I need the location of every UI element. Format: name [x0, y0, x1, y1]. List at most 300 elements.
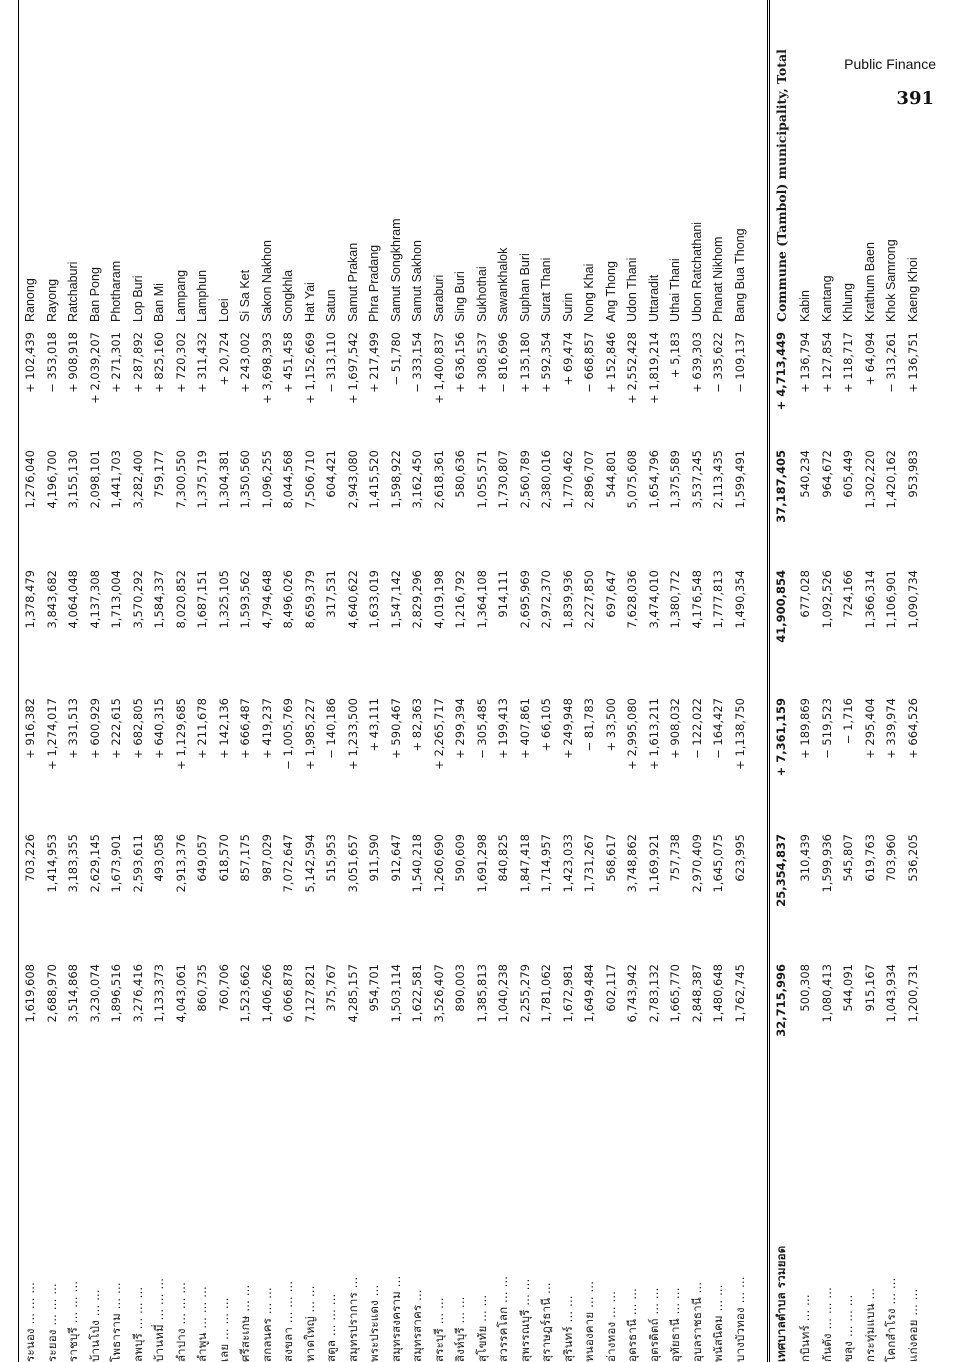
value-col-2: 5,142,594 [302, 834, 317, 893]
value-col-2: 25,354,837 [774, 834, 788, 907]
thai-name: สกลนคร ... ... [259, 1287, 274, 1362]
value-col-6: + 136,751 [905, 332, 920, 393]
value-col-1: 915,167 [862, 964, 877, 1012]
value-col-5: 37,187,405 [774, 450, 788, 523]
value-col-6: + 720,302 [173, 332, 188, 393]
value-col-2: 911,590 [367, 834, 381, 882]
table-row [730, 0, 752, 1362]
english-name: Kabin [798, 290, 812, 322]
value-col-5: 1,302,220 [862, 450, 877, 509]
value-col-4: 1,839,936 [560, 570, 575, 629]
total-rule [767, 0, 770, 1362]
value-col-6: + 152,846 [603, 332, 618, 393]
value-col-4: 7,628,036 [625, 570, 639, 629]
value-col-5: 540,234 [798, 450, 812, 498]
value-col-2: 7,072,647 [281, 834, 295, 893]
value-col-2: 2,970,409 [689, 834, 704, 893]
value-col-1: 500,308 [798, 964, 812, 1012]
table-row [214, 0, 236, 1362]
value-col-3: + 590,467 [388, 698, 403, 759]
table-row [429, 0, 451, 1362]
value-col-6: − 353,018 [44, 332, 59, 393]
english-name: Samut Prakan [345, 242, 360, 322]
table-row [601, 0, 623, 1362]
value-col-1: 1,619,608 [23, 964, 37, 1023]
thai-name: อุตรดิตถ์ ... ... [646, 1287, 661, 1362]
value-col-6: + 639,303 [689, 332, 704, 393]
value-col-5: 1,420,162 [884, 450, 898, 509]
value-col-1: 1,622,581 [410, 964, 424, 1023]
value-col-5: 2,943,080 [345, 450, 360, 509]
english-name: Kantang [819, 275, 834, 322]
value-col-4: 4,064,048 [66, 570, 80, 629]
value-col-6: + 592,354 [539, 332, 553, 393]
english-name: Suphan Buri [517, 253, 532, 322]
value-col-5: 605,449 [841, 450, 855, 498]
thai-name: ลพบุรี ... ... ... [130, 1286, 145, 1362]
value-col-6: + 308,537 [474, 332, 489, 393]
value-col-3: − 164,427 [711, 698, 725, 759]
value-col-6: + 2,039,207 [87, 332, 102, 404]
value-col-2: 1,169,921 [646, 834, 661, 893]
value-col-2: 493,058 [152, 834, 166, 882]
value-col-4: 2,829,296 [410, 570, 424, 629]
value-col-6: + 287,892 [130, 332, 145, 393]
thai-name: หนองคาย ... ... [582, 1280, 596, 1362]
value-col-1: 1,480,648 [711, 964, 725, 1023]
value-col-1: 3,276,416 [130, 964, 145, 1023]
value-col-5: 1,415,520 [367, 450, 381, 509]
english-name: Lampang [173, 269, 188, 322]
value-col-5: 1,770,462 [560, 450, 575, 509]
value-col-5: 1,599,491 [732, 450, 747, 509]
value-col-1: 4,043,061 [173, 964, 188, 1023]
value-col-5: 544,801 [603, 450, 618, 498]
thai-name: สุราษฎร์ธานี ... [539, 1282, 553, 1362]
value-col-2: 2,629,145 [87, 834, 102, 893]
english-name: Uthai Thani [668, 258, 682, 322]
english-name: Kaeng Khoi [905, 257, 920, 322]
value-col-1: 4,285,157 [345, 964, 360, 1023]
english-name: Krathum Baen [862, 242, 877, 322]
value-col-4: 1,687,151 [195, 570, 209, 629]
table-row [364, 0, 386, 1362]
value-col-4: 1,364,108 [474, 570, 489, 629]
value-col-6: − 816,696 [496, 332, 510, 393]
english-name: Bang Bua Thong [732, 228, 747, 322]
value-col-2: 545,807 [841, 834, 855, 882]
value-col-2: 649,057 [195, 834, 209, 882]
value-col-3: + 407,861 [517, 698, 532, 759]
thai-name: ลำปาง ... ... ... [173, 1282, 188, 1362]
value-col-1: 3,526,407 [431, 964, 446, 1023]
table-row [515, 0, 537, 1362]
value-col-2: 1,673,901 [109, 834, 123, 893]
value-col-3: − 1,005,769 [281, 698, 295, 770]
value-col-4: 1,090,734 [905, 570, 920, 629]
value-col-6: + 5,183 [668, 332, 682, 379]
thai-name: ศรีสะเกษ ... ... [238, 1284, 252, 1362]
english-name: Lop Buri [130, 275, 145, 322]
value-col-5: 1,441,703 [109, 450, 123, 509]
value-col-4: 3,474,010 [646, 570, 661, 629]
value-col-2: 2,593,611 [130, 834, 145, 893]
value-col-6: + 217,499 [367, 332, 381, 393]
value-col-2: 840,825 [496, 834, 510, 882]
total-row [771, 0, 793, 1362]
value-col-1: 1,200,731 [905, 964, 920, 1023]
value-col-2: 1,731,267 [582, 834, 596, 893]
thai-name: พระประแดง ... [367, 1284, 381, 1362]
thai-name: ราชบุรี ... ... ... [66, 1280, 80, 1362]
value-col-1: 1,080,413 [819, 964, 834, 1023]
thai-name: อุทัยธานี ... ... [668, 1287, 682, 1362]
value-col-6: − 333,154 [410, 332, 424, 393]
value-col-1: 6,066,878 [281, 964, 295, 1023]
value-col-3: + 43,111 [367, 698, 381, 752]
value-col-6: − 51,780 [388, 332, 403, 386]
value-col-4: 4,137,308 [87, 570, 102, 629]
value-col-6: + 118,717 [841, 332, 855, 393]
thai-name: อุดรธานี ... ... [625, 1288, 639, 1362]
table-row [687, 0, 709, 1362]
value-col-6: + 1,400,837 [431, 332, 446, 404]
english-name: Ratchaburi [66, 261, 80, 322]
value-col-3: + 1,129,685 [173, 698, 188, 770]
value-col-6: + 1,697,542 [345, 332, 360, 404]
english-name: Lamphun [195, 269, 209, 322]
value-col-5: 7,300,550 [173, 450, 188, 509]
value-col-3: + 82,363 [410, 698, 424, 752]
value-col-6: − 313,261 [884, 332, 898, 393]
table-row [558, 0, 580, 1362]
value-col-4: 2,972,370 [539, 570, 553, 629]
value-col-5: 2,113,435 [711, 450, 725, 509]
table-row [860, 0, 882, 1362]
value-col-5: 1,375,719 [195, 450, 209, 509]
value-col-5: 8,044,568 [281, 450, 295, 509]
table-row [171, 0, 193, 1362]
value-col-4: 1,378,479 [23, 570, 37, 629]
value-col-6: + 243,002 [238, 332, 252, 393]
value-col-2: 1,691,298 [474, 834, 489, 893]
value-col-4: 8,020,852 [173, 570, 188, 629]
thai-name: สมุทรปราการ ... [345, 1276, 360, 1362]
value-col-6: + 271,301 [109, 332, 123, 393]
value-col-3: + 1,985,227 [302, 698, 317, 770]
value-col-2: 1,414,953 [44, 834, 59, 893]
thai-name: สงขลา ... ... ... [281, 1280, 295, 1362]
value-col-3: + 1,274,017 [44, 698, 59, 770]
value-col-4: 1,547,142 [388, 570, 403, 629]
value-col-2: 2,913,376 [173, 834, 188, 893]
table-row [817, 0, 839, 1362]
english-name: Sing Buri [453, 271, 467, 322]
table-row [493, 0, 515, 1362]
value-col-6: + 127,854 [819, 332, 834, 393]
value-col-5: 3,162,450 [410, 450, 424, 509]
value-col-5: 2,896,707 [582, 450, 596, 509]
thai-name: สวรรคโลก ... ... [496, 1275, 510, 1362]
table-row [622, 0, 644, 1362]
value-col-2: 618,570 [216, 834, 231, 882]
value-col-4: 914,111 [496, 570, 510, 618]
value-col-3: + 222,615 [109, 698, 123, 759]
value-col-1: 1,896,516 [109, 964, 123, 1023]
table-row [881, 0, 903, 1362]
english-name: Satun [324, 289, 338, 322]
value-col-1: 7,127,821 [302, 964, 317, 1023]
table-row [838, 0, 860, 1362]
value-col-5: 1,304,381 [216, 450, 231, 509]
value-col-5: 2,380,016 [539, 450, 553, 509]
value-col-2: 912,647 [388, 834, 403, 882]
thai-name: ระนอง ... ... ... [23, 1281, 37, 1362]
value-col-3: + 33,500 [603, 698, 618, 752]
thai-name: สมุทรสงคราม ... [388, 1275, 403, 1362]
value-col-3: + 295,404 [862, 698, 877, 759]
value-col-2: 703,226 [23, 834, 37, 882]
value-col-1: 1,385,813 [474, 964, 489, 1023]
table-row [795, 0, 817, 1362]
table-row [235, 0, 257, 1362]
value-col-2: 987,029 [259, 834, 274, 882]
value-col-5: 964,672 [819, 450, 834, 498]
english-name: Sawankhalok [496, 247, 510, 322]
value-col-3: + 1,233,500 [345, 698, 360, 770]
value-col-6: − 313,110 [324, 332, 338, 393]
thai-name: สิงห์บุรี ... ... [453, 1296, 467, 1362]
value-col-5: 1,276,040 [23, 450, 37, 509]
value-col-6: + 135,180 [517, 332, 532, 393]
thai-name: เทศบาลตำบล รวมยอด [774, 1245, 788, 1362]
value-col-3: + 1,613,211 [646, 698, 661, 770]
value-col-3: + 2,995,080 [625, 698, 639, 770]
value-col-1: 1,523,662 [238, 964, 252, 1023]
value-col-1: 32,715,996 [774, 964, 788, 1037]
thai-name: สุพรรณบุรี ... ... [517, 1278, 532, 1362]
value-col-5: 2,560,789 [517, 450, 532, 509]
english-name: Phanat Nikhom [711, 236, 725, 322]
thai-name: โพธาราม ... ... [109, 1282, 123, 1362]
value-col-3: − 81,783 [582, 698, 596, 752]
thai-name: บางบัวทอง ... ... [732, 1276, 747, 1362]
english-name: Phra Pradang [367, 244, 381, 322]
value-col-4: 1,325,105 [216, 570, 231, 629]
value-col-2: 515,953 [324, 834, 338, 882]
english-name: Udon Thani [625, 257, 639, 322]
english-name: Surin [560, 292, 575, 322]
value-col-5: 5,075,608 [625, 450, 639, 509]
value-col-3: + 916,382 [23, 698, 37, 759]
table-row [407, 0, 429, 1362]
table-row [63, 0, 85, 1362]
thai-name: เลย ... ... ... [216, 1297, 231, 1362]
value-col-6: − 668,857 [582, 332, 596, 393]
table-row [644, 0, 666, 1362]
value-col-5: 3,537,245 [689, 450, 704, 509]
value-col-4: 1,380,772 [668, 570, 682, 629]
table-row [536, 0, 558, 1362]
value-col-2: 3,183,355 [66, 834, 80, 893]
value-col-6: + 3,698,393 [259, 332, 274, 404]
value-col-4: 41,900,854 [774, 570, 788, 643]
thai-name: โคกสำโรง ... ... [884, 1277, 898, 1362]
value-col-4: 677,028 [798, 570, 812, 618]
value-col-3: − 122,022 [689, 698, 704, 759]
value-col-1: 1,040,238 [496, 964, 510, 1023]
table-row [579, 0, 601, 1362]
value-col-1: 1,406,266 [259, 964, 274, 1023]
value-col-6: + 311,432 [195, 332, 209, 393]
value-col-4: 1,366,314 [862, 570, 877, 629]
value-col-5: 1,350,560 [238, 450, 252, 509]
value-col-2: 623,995 [732, 834, 747, 882]
value-col-2: 1,260,690 [431, 834, 446, 893]
value-col-1: 1,762,745 [732, 964, 747, 1023]
table-row [450, 0, 472, 1362]
value-col-5: 1,096,255 [259, 450, 274, 509]
value-col-5: 759,177 [152, 450, 166, 498]
value-col-2: 619,763 [862, 834, 877, 882]
value-col-3: − 1,716 [841, 698, 855, 745]
value-col-2: 1,423,033 [560, 834, 575, 893]
value-col-6: + 825,160 [152, 332, 166, 393]
value-col-4: 4,019,198 [431, 570, 446, 629]
thai-name: สระบุรี ... ... [431, 1297, 446, 1362]
table-top-rule [18, 0, 19, 1362]
english-name: Rayong [44, 278, 59, 322]
value-col-1: 860,735 [195, 964, 209, 1012]
value-col-1: 1,649,484 [582, 964, 596, 1023]
value-col-1: 2,783,132 [646, 964, 661, 1023]
english-name: Saraburi [431, 274, 446, 322]
value-col-6: + 1,152,669 [302, 332, 317, 404]
value-col-4: 317,531 [324, 570, 338, 618]
table-row [321, 0, 343, 1362]
thai-name: ขลุง ... ... ... [841, 1294, 855, 1362]
value-col-5: 953,983 [905, 450, 920, 498]
value-col-2: 1,847,418 [517, 834, 532, 893]
value-col-5: 3,282,400 [130, 450, 145, 509]
thai-name: หาดใหญ่ ... ... [302, 1285, 317, 1362]
value-col-4: 1,593,562 [238, 570, 252, 629]
english-name: Samut Songkhram [388, 218, 403, 322]
value-col-2: 3,748,862 [625, 834, 639, 893]
value-col-4: 697,647 [603, 570, 618, 618]
table-row [343, 0, 365, 1362]
value-col-3: + 66,105 [539, 698, 553, 752]
value-col-5: 1,730,807 [496, 450, 510, 509]
value-col-5: 580,636 [453, 450, 467, 498]
value-col-6: + 636,156 [453, 332, 467, 393]
thai-name: กันตัง ... ... ... [819, 1287, 834, 1362]
value-col-1: 375,767 [324, 964, 338, 1012]
value-col-5: 1,055,571 [474, 450, 489, 509]
thai-name: พนัสนิคม ... ... [711, 1284, 725, 1362]
value-col-3: + 142,136 [216, 698, 231, 759]
value-col-2: 568,617 [603, 834, 618, 882]
english-name: Ban Mi [152, 283, 166, 322]
english-name: Samut Sakhon [410, 240, 424, 322]
value-col-1: 3,514,868 [66, 964, 80, 1023]
value-col-6: + 451,458 [281, 332, 295, 393]
section-title: Public Finance [844, 56, 936, 72]
value-col-5: 1,375,589 [668, 450, 682, 509]
english-name: Nong Khai [582, 263, 596, 322]
table-row [128, 0, 150, 1362]
value-col-3: + 666,487 [238, 698, 252, 759]
thai-name: อุบลราชธานี ... [689, 1281, 704, 1362]
english-name: Ban Pong [87, 267, 102, 322]
value-col-3: + 189,869 [798, 698, 812, 759]
value-col-6: + 4,713,449 [774, 332, 788, 411]
value-col-1: 6,743,942 [625, 964, 639, 1023]
value-col-1: 890,003 [453, 964, 467, 1012]
value-col-6: − 109,137 [732, 332, 747, 393]
thai-name: บ้านหมี่ ... ... ... [152, 1277, 166, 1362]
value-col-4: 3,570,292 [130, 570, 145, 629]
value-col-2: 1,599,936 [819, 834, 834, 893]
english-name: Surat Thani [539, 257, 553, 322]
value-col-4: 2,227,850 [582, 570, 596, 629]
table-row [149, 0, 171, 1362]
value-col-4: 2,695,969 [517, 570, 532, 629]
value-col-2: 590,609 [453, 834, 467, 882]
value-col-2: 757,738 [668, 834, 682, 882]
table-row [85, 0, 107, 1362]
value-col-6: + 136,794 [798, 332, 812, 393]
value-col-3: + 331,513 [66, 698, 80, 759]
value-col-6: + 69,474 [560, 332, 575, 386]
value-col-2: 1,540,218 [410, 834, 424, 893]
english-name: Ang Thong [603, 261, 618, 322]
value-col-4: 1,633,019 [367, 570, 381, 629]
table-row [192, 0, 214, 1362]
value-col-4: 1,106,901 [884, 570, 898, 629]
value-col-5: 1,598,922 [388, 450, 403, 509]
table-row [257, 0, 279, 1362]
value-col-6: + 2,552,428 [625, 332, 639, 404]
value-col-3: + 664,526 [905, 698, 920, 759]
value-col-2: 857,175 [238, 834, 252, 882]
value-col-2: 1,645,075 [711, 834, 725, 893]
value-col-1: 2,255,279 [517, 964, 532, 1023]
value-col-5: 7,506,710 [302, 450, 317, 509]
english-name: Songkhla [281, 269, 295, 322]
value-col-6: + 64,094 [862, 332, 877, 386]
english-name: Hat Yai [302, 282, 317, 322]
table-row [42, 0, 64, 1362]
value-col-3: + 199,413 [496, 698, 510, 759]
value-col-1: 3,230,074 [87, 964, 102, 1023]
value-col-2: 1,714,957 [539, 834, 553, 893]
english-name: Uttaradit [646, 274, 661, 322]
thai-name: สตูล ... ... ... [324, 1293, 338, 1362]
value-col-4: 1,092,526 [819, 570, 834, 629]
english-name: Sakon Nakhon [259, 239, 274, 322]
value-col-4: 1,490,354 [732, 570, 747, 629]
english-name: Loei [216, 298, 231, 322]
value-col-5: 4,196,700 [44, 450, 59, 509]
value-col-4: 4,794,648 [259, 570, 274, 629]
value-col-3: + 211,678 [195, 698, 209, 759]
table-row [278, 0, 300, 1362]
value-col-4: 4,640,622 [345, 570, 360, 629]
value-col-4: 4,176,548 [689, 570, 704, 629]
value-col-5: 3,155,130 [66, 450, 80, 509]
value-col-3: + 2,265,717 [431, 698, 446, 770]
